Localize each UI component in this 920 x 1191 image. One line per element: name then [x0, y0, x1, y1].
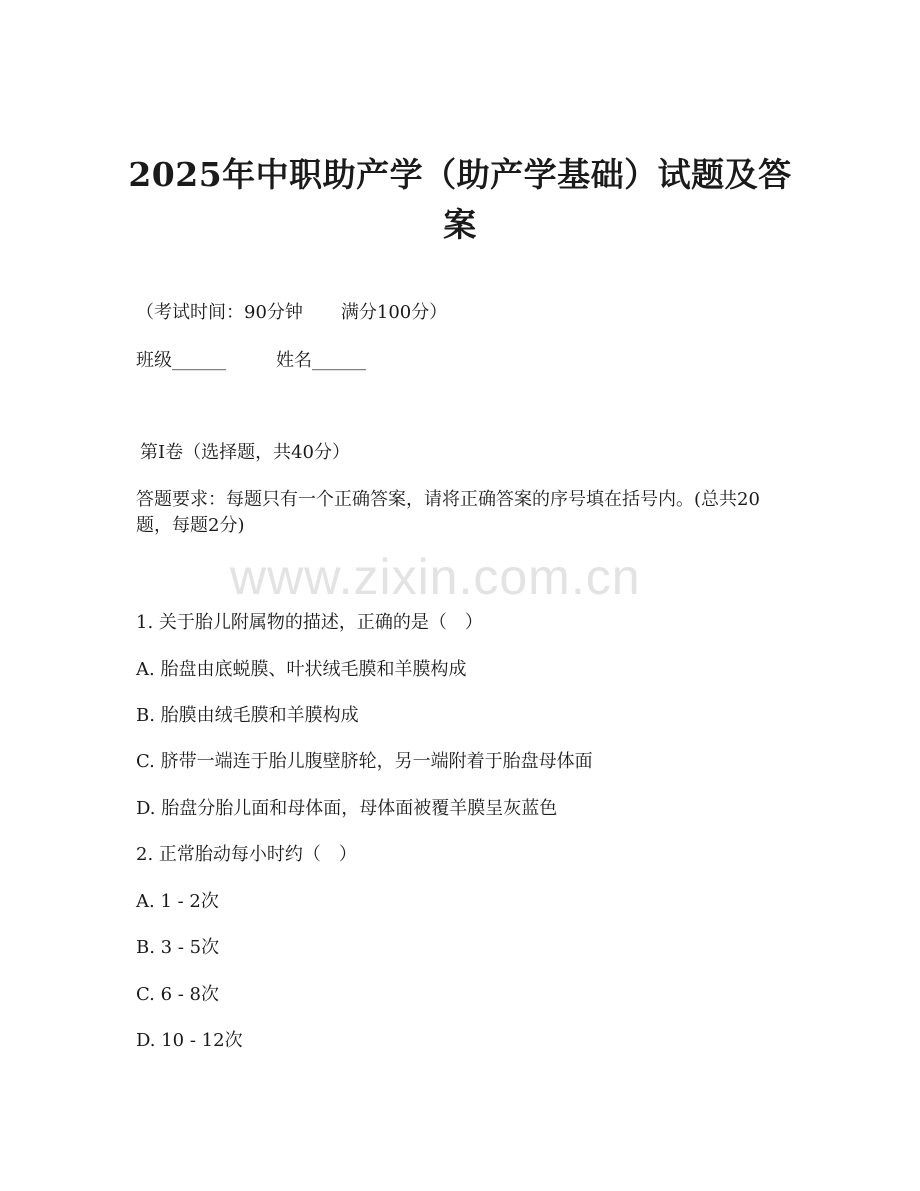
- full-score: 满分100分）: [340, 302, 448, 323]
- question-1-option-c: C. 脐带一端连于胎儿腹壁脐轮，另一端附着于胎盘母体面: [136, 751, 593, 772]
- question-1-option-d: D. 胎盘分胎儿面和母体面，母体面被覆羊膜呈灰蓝色: [136, 798, 558, 819]
- answer-instructions: 答题要求：每题只有一个正确答案，请将正确答案的序号填在括号内。(总共20题，每题2分): [136, 489, 760, 536]
- exam-time: （考试时间：90分钟: [136, 302, 303, 323]
- document-title: 2025年中职助产学（助产学基础）试题及答案: [128, 155, 792, 244]
- student-info: [136, 348, 366, 374]
- exam-info: [136, 300, 447, 326]
- question-1-option-b: B. 胎膜由绒毛膜和羊膜构成: [136, 705, 359, 726]
- question-1-option-a: A. 胎盘由底蜕膜、叶状绒毛膜和羊膜构成: [136, 659, 467, 680]
- class-field: 班级______: [136, 350, 226, 371]
- question-2-option-d: D. 10 - 12次: [136, 1030, 243, 1051]
- question-1-stem: 1. 关于胎儿附属物的描述，正确的是（ ）: [136, 612, 483, 633]
- question-2-option-b: B. 3 - 5次: [136, 937, 220, 958]
- question-2-option-a: A. 1 - 2次: [136, 891, 219, 912]
- watermark: www.zixin.com.cn: [230, 549, 641, 605]
- name-field: 姓名______: [276, 350, 366, 371]
- question-2-option-c: C. 6 - 8次: [136, 984, 220, 1005]
- section-heading: 第Ⅰ卷（选择题，共40分）: [140, 442, 351, 463]
- question-2-stem: 2. 正常胎动每小时约（ ）: [136, 844, 357, 865]
